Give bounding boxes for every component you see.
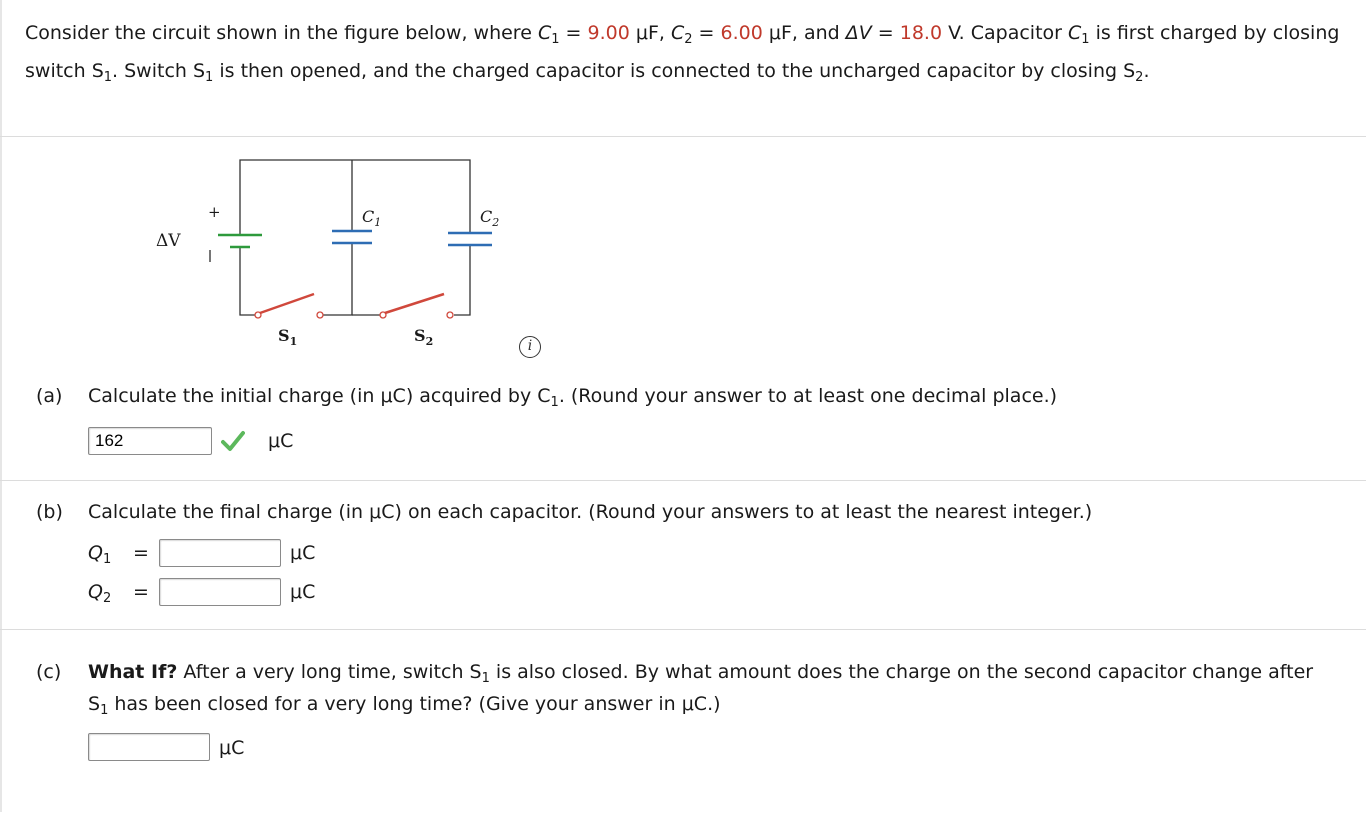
dv-label: ΔV xyxy=(156,231,181,251)
divider xyxy=(0,629,1366,630)
q1-unit: μC xyxy=(290,542,316,564)
c2-label: $C_2$ xyxy=(480,207,500,229)
q2-unit: μC xyxy=(290,581,316,603)
circuit-wires xyxy=(240,160,470,315)
top-wire xyxy=(240,160,470,235)
c2-value: 6.00 xyxy=(720,22,763,44)
s1-arm xyxy=(260,294,314,313)
c1-value: 9.00 xyxy=(587,22,630,44)
part-c-question: (c) What If? After a very long time, switch $S_1$ is also closed. By what amount does the charge on the second capacitor change after $S_1$ has been closed for a very long time? (Give your answer in μC.) xyxy=(36,661,1314,718)
part-c-unit: μC xyxy=(219,737,245,759)
part-a-unit: μC xyxy=(268,430,294,452)
part-a-answer-input[interactable] xyxy=(88,427,212,455)
problem-statement: Consider the circuit shown in the figure below, where $C_1 = 9.00$ μF, $C_2 = 6.00$ μF, and ΔV = 18.0 V. Capacitor $C_1$ is first charged by closing switch $S_1$. Switch $S_1$ is then opened, and the charged capacitor is connected to the uncharged capacitor by closing $S_2$. xyxy=(25,22,1340,85)
circuit-figure xyxy=(150,150,510,360)
part-a-question: (a) Calculate the initial charge (in μC) acquired by $C_1$. (Round your answer to at least one decimal place.) xyxy=(36,385,1058,410)
q2-label: $Q_2$ xyxy=(88,581,112,606)
s2-label: $S_2$ xyxy=(414,326,434,348)
q1-label: $Q_1$ xyxy=(88,542,112,567)
info-icon[interactable]: i xyxy=(519,336,541,358)
battery-bottom-wire xyxy=(240,247,256,315)
c2-bottom-wire xyxy=(454,245,470,315)
q2-equals: = xyxy=(133,581,149,603)
c1-label: $C_1$ xyxy=(362,207,382,229)
q1-equals: = xyxy=(133,542,149,564)
divider xyxy=(0,480,1366,481)
s1-contact xyxy=(317,312,323,318)
part-b-question: (b) Calculate the final charge (in μC) on each capacitor. (Round your answers to at least the nearest integer.) xyxy=(36,501,1093,523)
s1-label: $S_1$ xyxy=(278,326,298,348)
correct-check-icon xyxy=(221,430,245,452)
plus-sign: + xyxy=(208,203,221,221)
s2-arm xyxy=(385,294,444,313)
dv-value: 18.0 xyxy=(899,22,943,44)
q1-answer-input[interactable] xyxy=(159,539,281,567)
s2-contact xyxy=(447,312,453,318)
q2-answer-input[interactable] xyxy=(159,578,281,606)
c1-bottom-wire xyxy=(322,243,352,315)
part-c-answer-input[interactable] xyxy=(88,733,210,761)
divider xyxy=(0,136,1366,137)
